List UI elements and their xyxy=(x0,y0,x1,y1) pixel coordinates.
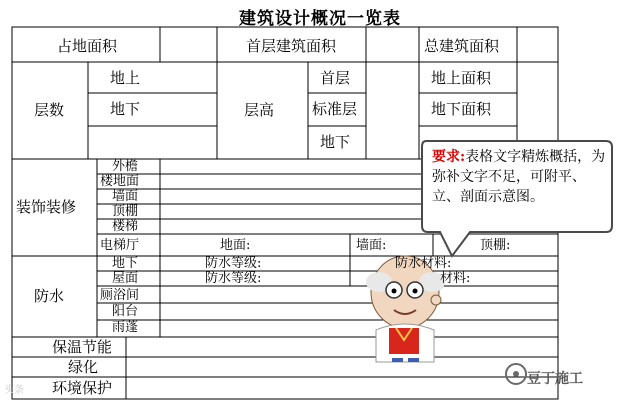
decoration-floor-label: 地面: xyxy=(220,238,251,253)
decoration-item: 电梯厅 xyxy=(100,238,140,253)
watermark: 头条 xyxy=(4,385,24,396)
area-above-label: 地上面积 xyxy=(431,69,492,87)
floors-label: 层数 xyxy=(34,101,65,119)
floors-below-label: 地下 xyxy=(110,100,141,118)
waterproof-label: 防水 xyxy=(34,287,65,305)
occupied-area-label: 占地面积 xyxy=(57,37,118,55)
greening-label: 绿化 xyxy=(68,358,99,376)
waterproof-item: 雨蓬 xyxy=(112,320,139,335)
waterproof-grade-label: 防水等级: xyxy=(205,256,262,271)
height-basement-label: 地下 xyxy=(320,133,351,151)
decoration-item: 墙面 xyxy=(112,189,139,204)
insulation-label: 保温节能 xyxy=(52,338,113,356)
requirement-note xyxy=(432,147,607,207)
waterproof-item: 厕浴间 xyxy=(100,288,140,303)
decoration-ceiling-label: 顶棚: xyxy=(480,238,511,253)
requirement-text: 表格文字精炼概括，为弥补文字不足，可附平、立、剖面示意图。 xyxy=(432,149,606,205)
decoration-label: 装饰装修 xyxy=(16,198,77,216)
decoration-item: 外檐 xyxy=(112,159,139,174)
area-below-label: 地下面积 xyxy=(431,100,492,118)
decoration-item: 楼地面 xyxy=(100,174,140,189)
requirement-label: 要求: xyxy=(432,149,466,165)
total-area-label: 总建筑面积 xyxy=(424,37,500,55)
waterproof-grade-label: 防水等级: xyxy=(205,271,262,286)
environment-label: 环境保护 xyxy=(52,379,113,397)
waterproof-material-label: 防水材料: xyxy=(395,256,452,271)
decoration-wall-label: 墙面: xyxy=(356,238,387,253)
height-first-label: 首层 xyxy=(320,69,351,87)
height-label: 层高 xyxy=(244,101,275,119)
waterproof-material-label: 材料: xyxy=(440,271,471,286)
height-standard-label: 标准层 xyxy=(312,100,358,118)
table-title: 建筑设计概况一览表 xyxy=(239,9,401,29)
floors-above-label: 地上 xyxy=(110,69,141,87)
waterproof-item: 阳台 xyxy=(112,304,139,319)
waterproof-item: 地下 xyxy=(112,256,139,271)
first-floor-area-label: 首层建筑面积 xyxy=(246,37,337,55)
brand-logo-icon xyxy=(506,364,526,384)
decoration-item: 楼梯 xyxy=(112,219,139,234)
waterproof-item: 屋面 xyxy=(112,271,139,286)
decoration-item: 顶棚 xyxy=(112,204,139,219)
brand-name: 豆丁施工 xyxy=(527,371,583,387)
